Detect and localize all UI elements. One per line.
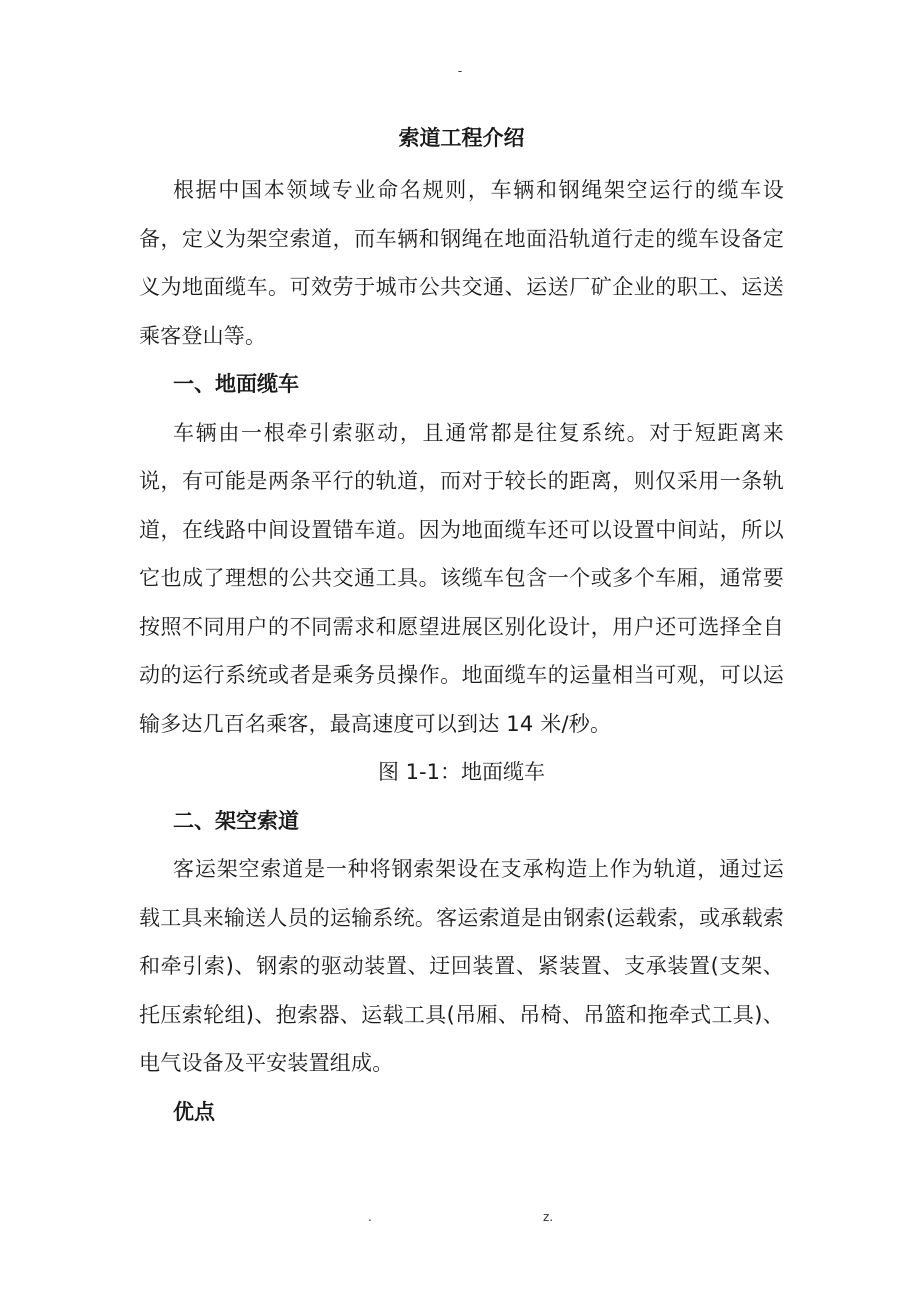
footer-right-mark: z.: [543, 1210, 554, 1224]
section-body-aerial-ropeway: 客运架空索道是一种将钢索架设在支承构造上作为轨道，通过运载工具来输送人员的运输系统。客运索道是由钢索(运载索，或承载索和牵引索)、钢索的驱动装置、迂回装置、紧装置、支承装置(支架、托压索轮组)、抱索器、运载工具(吊厢、吊椅、吊篮和拖牵式工具)、电气设备及平安装置组成。: [139, 857, 784, 1075]
document-title: 索道工程介绍: [398, 126, 525, 150]
section-heading-ground-cable-car: 一、地面缆车: [173, 372, 299, 396]
header-mark: -: [457, 64, 463, 78]
footer-left-mark: .: [368, 1210, 372, 1224]
intro-paragraph: 根据中国本领域专业命名规则，车辆和钢绳架空运行的缆车设备，定义为架空索道，而车辆和钢绳在地面沿轨道行走的缆车设备定义为地面缆车。可效劳于城市公共交通、运送厂矿企业的职工、运送乘客登山等。: [139, 178, 784, 348]
figure-caption: 图 1-1：地面缆车: [378, 760, 545, 784]
section-heading-advantages: 优点: [173, 1099, 215, 1124]
document-content: [139, 118, 784, 1136]
section-heading-aerial-ropeway: 二、架空索道: [173, 808, 299, 833]
section-body-ground-cable-car: 车辆由一根牵引索驱动，且通常都是往复系统。对于短距离来说，有可能是两条平行的轨道，而对于较长的距离，则仅采用一条轨道，在线路中间设置错车道。因为地面缆车还可以设置中间站，所以它也成了理想的公共交通工具。该缆车包含一个或多个车厢，通常要按照不同用户的不同需求和愿望进展区别化设计，用户还可选择全自动的运行系统或者是乘务员操作。地面缆车的运量相当可观，可以运输多达几百名乘客，最高速度可以到达 14 米/秒。: [139, 420, 784, 736]
